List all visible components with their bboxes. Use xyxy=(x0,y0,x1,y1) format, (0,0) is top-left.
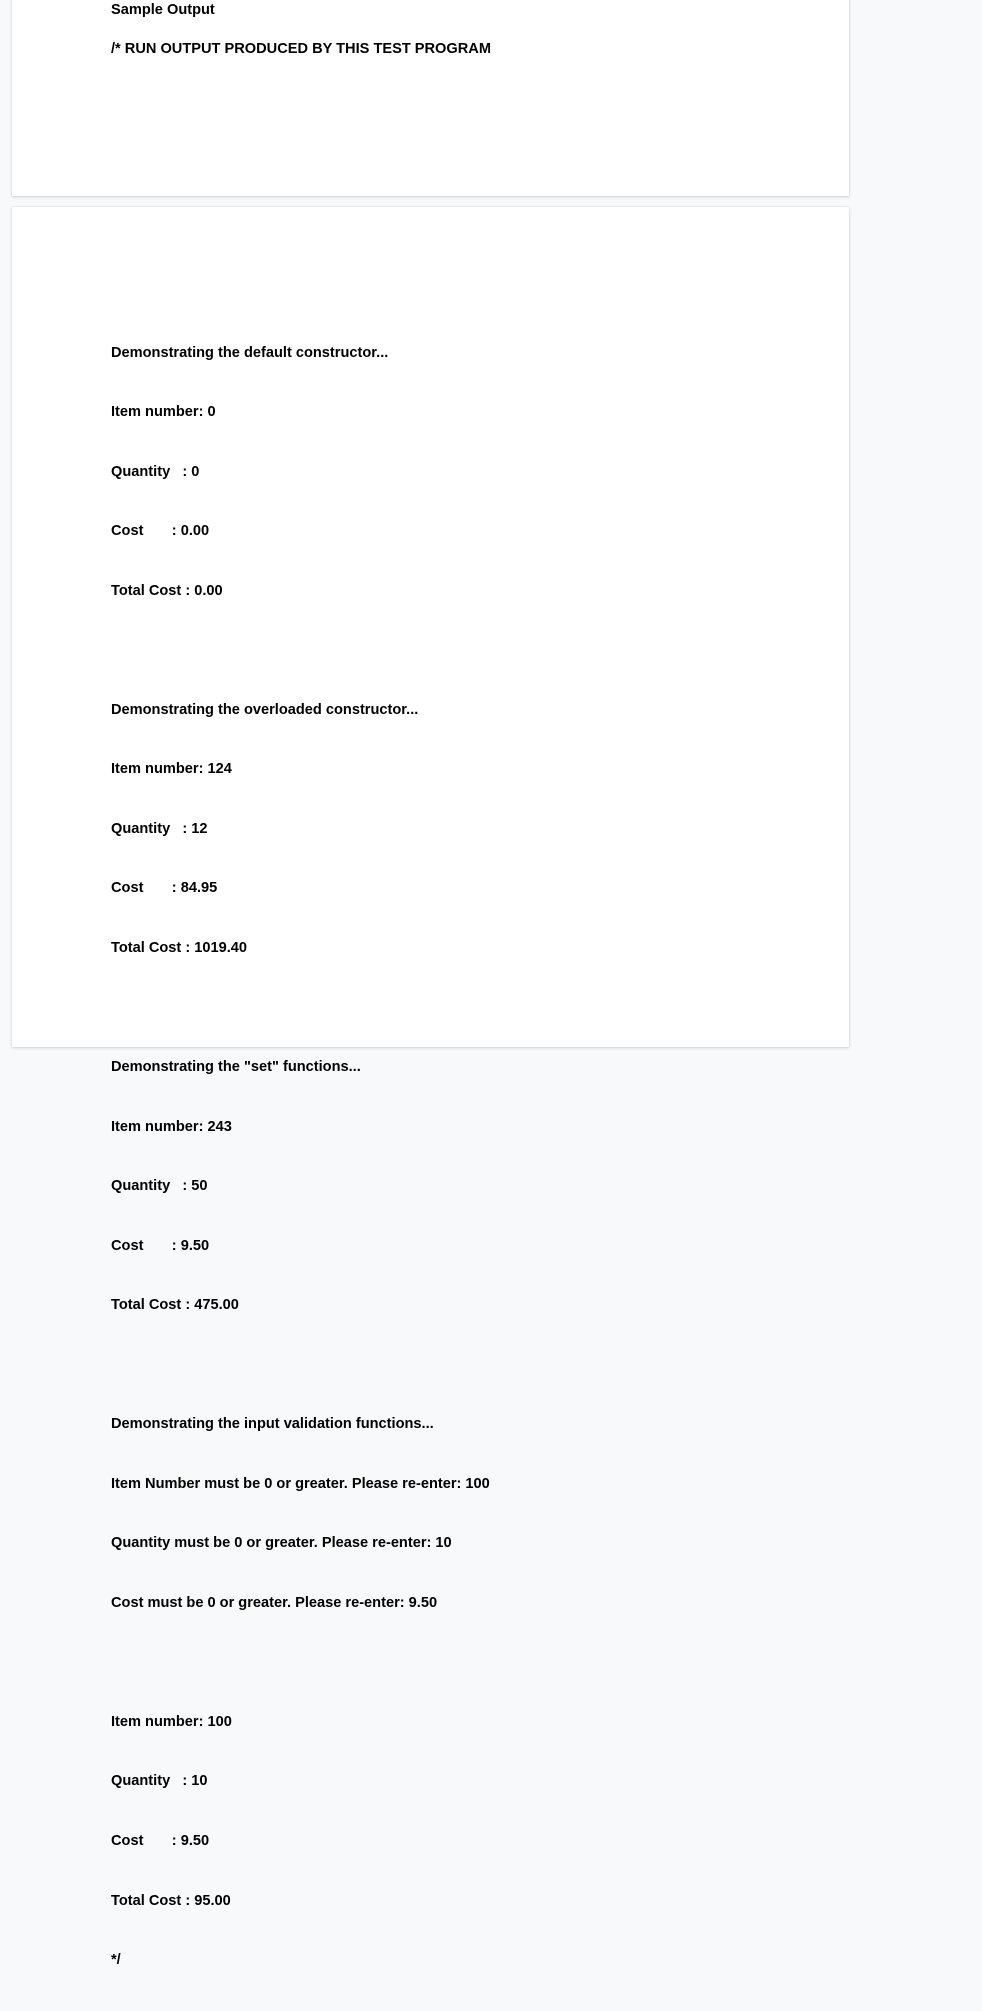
output-line: Total Cost : 0.00 xyxy=(111,582,223,599)
output-line: Quantity must be 0 or greater. Please re-enter: 10 xyxy=(111,1535,452,1552)
output-line: Quantity : 12 xyxy=(111,820,208,837)
output-line: Demonstrating the default constructor... xyxy=(111,344,389,361)
output-line xyxy=(111,641,490,661)
output-line: Cost : 9.50 xyxy=(111,1832,210,1849)
output-line xyxy=(111,1356,490,1376)
document-page-2 xyxy=(12,207,849,1969)
output-line: Cost must be 0 or greater. Please re-enter: 9.50 xyxy=(111,1594,438,1611)
output-line: Item number: 0 xyxy=(111,404,216,421)
comment-close-line: */ xyxy=(111,1952,121,1969)
output-line: Total Cost : 1019.40 xyxy=(111,940,247,956)
output-line: Item Number must be 0 or greater. Please re-enter: 100 xyxy=(111,1475,490,1492)
output-line: Demonstrating the overloaded constructor... xyxy=(111,701,419,718)
program-output xyxy=(111,304,490,2011)
output-line: Total Cost : 475.00 xyxy=(111,1297,239,1314)
comment-open-line: /* RUN OUTPUT PRODUCED BY THIS TEST PROGRAM xyxy=(111,41,492,57)
output-line: Cost : 84.95 xyxy=(111,880,218,897)
output-line: Cost : 0.00 xyxy=(111,523,210,540)
output-line xyxy=(111,1653,490,1673)
output-line: Total Cost : 95.00 xyxy=(111,1892,231,1909)
output-line: Quantity : 0 xyxy=(111,463,200,480)
output-line: Demonstrating the input validation functions... xyxy=(111,1416,434,1433)
output-line: Item number: 100 xyxy=(111,1713,232,1730)
output-line: Quantity : 10 xyxy=(111,1773,208,1790)
sample-output-heading: Sample Output xyxy=(111,2,215,18)
output-line: Cost : 9.50 xyxy=(111,1237,210,1254)
output-line xyxy=(111,999,490,1019)
output-line: Item number: 124 xyxy=(111,761,232,778)
output-line: Quantity : 50 xyxy=(111,1178,208,1195)
output-line: Demonstrating the "set" functions... xyxy=(111,1059,361,1076)
document-page-1 xyxy=(12,0,849,196)
output-line: Item number: 243 xyxy=(111,1118,232,1135)
